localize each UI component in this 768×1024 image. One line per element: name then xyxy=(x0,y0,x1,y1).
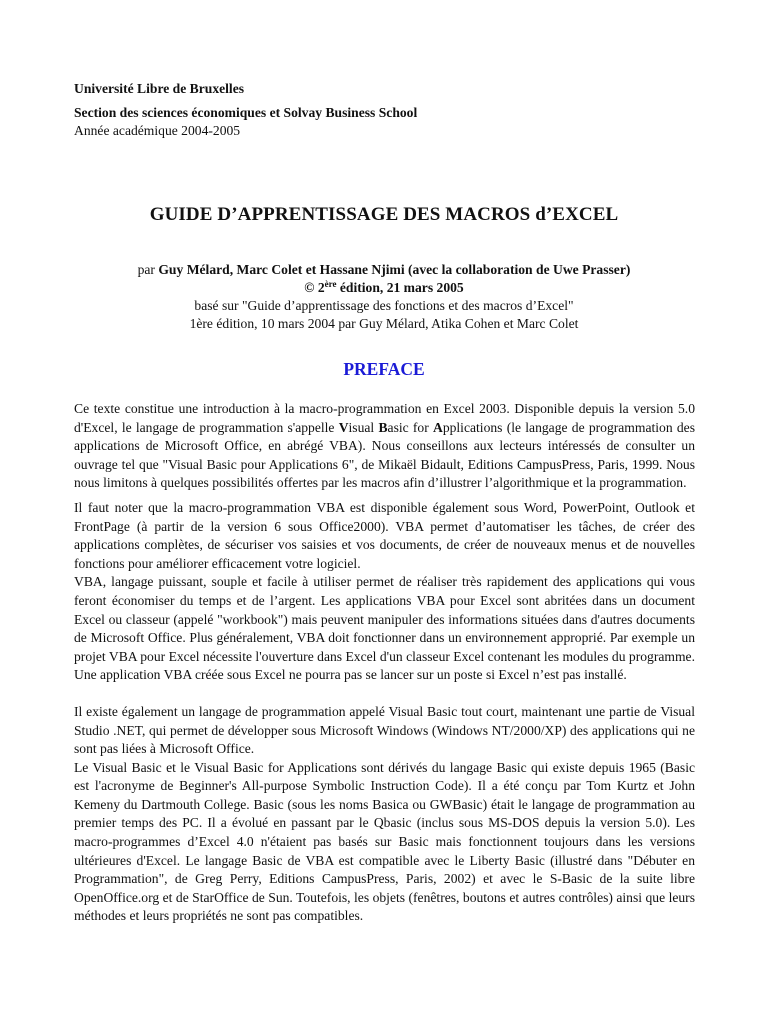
paragraph-1-text: Ce texte constitue une introduction à la macro-programmation en Excel 2003. Disponible depuis la version 5.0 d'Excel, le langage de programmation s'appelle xyxy=(74,401,695,435)
preface-body xyxy=(74,400,695,926)
edition-line xyxy=(0,279,768,297)
paragraph-1 xyxy=(74,400,695,493)
edition-date: édition, 21 mars 2005 xyxy=(336,280,464,295)
university-name: Université Libre de Bruxelles xyxy=(74,81,245,96)
preface-heading: PREFACE xyxy=(343,359,425,379)
paragraph-5: Le Visual Basic et le Visual Basic for Applications sont dérivés du langage Basic qui existe depuis 1965 (Basic est l'acronyme de Beginner's All-purpose Symbolic Instruction Code). Il a été conçu par Tom Kurtz et John Kemeny du Dartmouth College. Basic (sous les noms Basica ou GWBasic) était le langage de programmation au premier temps des PC. Il a évolué en passant par le Qbasic (inclus sous MS-DOS depuis la version 5.0). Les macro-programmes d’Excel 4.0 n'étaient pas basés sur Basic mais fonctionnent toujours dans les versions ultérieures d'Excel. Le langage Basic de VBA est compatible avec le Liberty Basic (illustré dans "Débuter en Programmation", de Greg Perry, Editions CampusPress, Paris, 2002) et avec le S-Basic de la suite libre OpenOffice.org et de StarOffice de Sun. Toutefois, les objets (fenêtres, boutons et autres contrôles) ainsi que leurs méthodes et leurs propriétés ne sont pas compatibles. xyxy=(74,759,695,924)
edition-superscript: ère xyxy=(324,279,337,289)
paragraph-3: VBA, langage puissant, souple et facile à utiliser permet de réaliser très rapidement des applications qui vous feront économiser du temps et de l’argent. Les applications VBA pour Excel sont abritées dans un document Excel ou classeur (appelé "workbook") mais peuvent manipuler des informations situées dans d'autres documents de Microsoft Office. Plus généralement, VBA doit fonctionner dans un environnement approprié. Par exemple un projet VBA pour Excel nécessite l'ouverture dans Excel d'un classeur Excel contenant les modules du programme. Une application VBA créée sous Excel ne pourra pas se lancer sur un poste si Excel n’est pas installé. xyxy=(74,574,695,683)
document-title: GUIDE D’APPRENTISSAGE DES MACROS d’EXCEL xyxy=(149,204,619,225)
byline xyxy=(0,261,768,333)
par-label: par xyxy=(137,262,159,277)
document-header xyxy=(74,80,417,140)
paragraph-4: Il existe également un langage de programmation appelé Visual Basic tout court, maintenant une partie de Visual Studio .NET, qui permet de développer sous Microsoft Windows (Windows NT/2000/XP) des applications qui ne sont pas liées à Microsoft Office. xyxy=(74,703,695,757)
based-on-line: basé sur "Guide d’apprentissage des fonctions et des macros d’Excel" xyxy=(194,298,574,313)
copyright-edition: © 2 xyxy=(304,280,325,295)
paragraph-2: Il faut noter que la macro-programmation VBA est disponible également sous Word, PowerPoint, Outlook et FrontPage (à partir de la version 6 sous Office2000). VBA permet d’automatiser les tâches, de créer des applications complètes, de sécuriser vos saisies et vos documents, de créer de nouveaux menus et de nouvelles fonctions pour améliorer efficacement votre logiciel. xyxy=(74,499,695,571)
authors: Guy Mélard, Marc Colet et Hassane Njimi (avec la collaboration de Uwe Prasser) xyxy=(158,262,631,277)
paragraph-1-asic: asic for xyxy=(387,419,433,435)
vba-letter-b: B xyxy=(378,419,388,435)
vba-letter-v: V xyxy=(338,419,349,435)
first-edition-line: 1ère édition, 10 mars 2004 par Guy Mélard, Atika Cohen et Marc Colet xyxy=(189,316,579,331)
authors-line xyxy=(0,261,768,279)
paragraph-1-rest: pplications (le langage de programmation des applications de Microsoft Office, en abrégé VBA). Nous conseillons aux lecteurs intéressés de consulter un ouvrage tel que "Visual Basic pour Applications 6", de Mikaël Bidault, Editions CampusPress, Paris, 1999. Nous nous limitons à quelques possibilités offertes par les macros afin d’illustrer l’algorithmique et la programmation. xyxy=(74,419,695,491)
section-name: Section des sciences économiques et Solvay Business School xyxy=(74,105,418,120)
paragraph-1-isual: isual xyxy=(348,419,379,435)
academic-year: Année académique 2004-2005 xyxy=(74,123,241,138)
vba-letter-a: A xyxy=(432,419,443,435)
